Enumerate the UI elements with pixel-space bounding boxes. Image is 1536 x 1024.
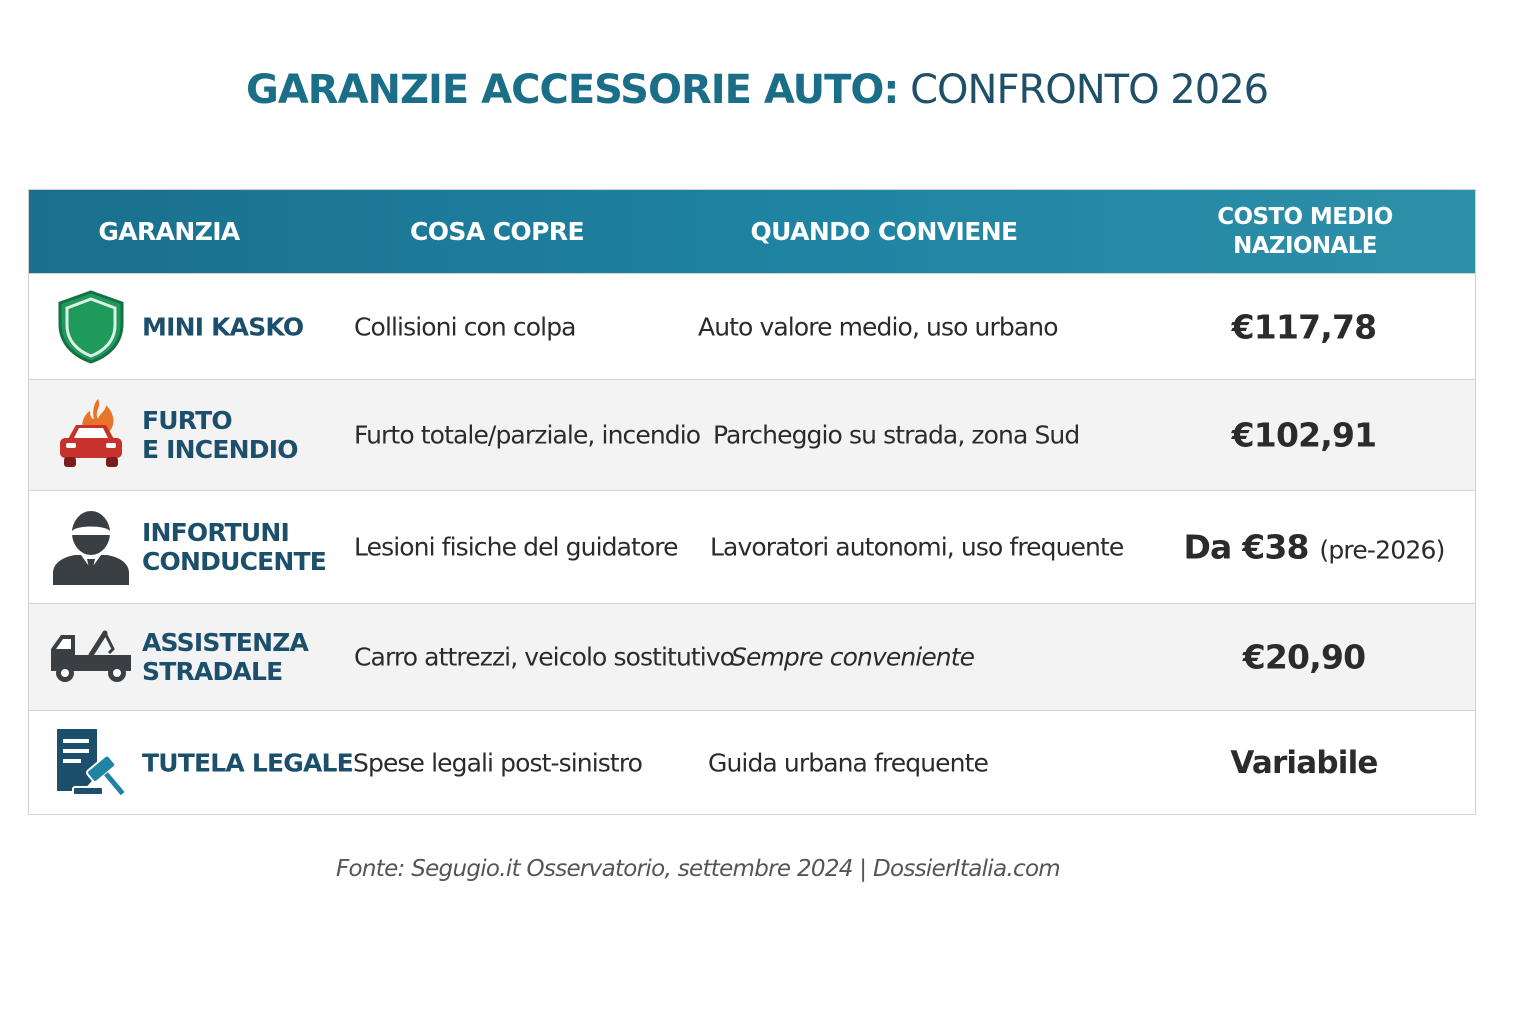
costo-cell bbox=[1149, 745, 1459, 781]
quando-conviene-cell: Parcheggio su strada, zona Sud bbox=[713, 420, 1080, 450]
costo-value: €102,91 bbox=[1231, 415, 1377, 455]
page-title-light: CONFRONTO 2026 bbox=[910, 67, 1269, 113]
costo-cell bbox=[1149, 307, 1459, 346]
header-cosa-copre: COSA COPRE bbox=[410, 216, 584, 246]
costo-value: €20,90 bbox=[1242, 637, 1366, 677]
legal-document-gavel-icon bbox=[43, 720, 139, 806]
driver-icon bbox=[43, 504, 139, 590]
tow-truck-icon bbox=[43, 614, 139, 700]
garanzia-name: MINI KASKO bbox=[142, 312, 304, 341]
car-fire-icon bbox=[43, 392, 139, 478]
cosa-copre-cell: Lesioni fisiche del guidatore bbox=[354, 532, 678, 562]
quando-conviene-cell: Guida urbana frequente bbox=[708, 748, 988, 777]
costo-value: Da €38 bbox=[1183, 527, 1309, 567]
header-garanzia: GARANZIA bbox=[98, 216, 240, 246]
table-header bbox=[29, 190, 1475, 273]
quando-conviene-cell: Lavoratori autonomi, uso frequente bbox=[710, 532, 1124, 562]
table-row bbox=[29, 710, 1475, 814]
comparison-table bbox=[28, 189, 1476, 815]
garanzia-name: INFORTUNI CONDUCENTE bbox=[142, 518, 327, 576]
table-row bbox=[29, 603, 1475, 710]
header-costo-medio: COSTO MEDIO NAZIONALE bbox=[1217, 203, 1393, 259]
table-row bbox=[29, 379, 1475, 490]
cosa-copre-cell: Spese legali post-sinistro bbox=[353, 748, 643, 777]
cosa-copre-cell: Carro attrezzi, veicolo sostitutivo bbox=[354, 642, 735, 672]
costo-cell bbox=[1149, 638, 1459, 677]
garanzia-name: ASSISTENZA STRADALE bbox=[142, 628, 309, 686]
costo-note: (pre-2026) bbox=[1319, 535, 1445, 565]
header-quando-conviene: QUANDO CONVIENE bbox=[750, 216, 1018, 246]
costo-value: €117,78 bbox=[1231, 307, 1377, 346]
table-row bbox=[29, 273, 1475, 379]
page-title bbox=[246, 64, 1268, 116]
costo-cell bbox=[1179, 528, 1449, 567]
cosa-copre-cell: Collisioni con colpa bbox=[354, 312, 576, 341]
costo-value: Variabile bbox=[1230, 744, 1378, 781]
garanzia-name: FURTO E INCENDIO bbox=[142, 406, 298, 464]
table-row bbox=[29, 490, 1475, 603]
cosa-copre-cell: Furto totale/parziale, incendio bbox=[354, 420, 701, 450]
garanzia-name: TUTELA LEGALE bbox=[142, 748, 353, 777]
quando-conviene-cell: Auto valore medio, uso urbano bbox=[698, 312, 1058, 341]
costo-cell bbox=[1149, 416, 1459, 455]
page-title-strong: GARANZIE ACCESSORIE AUTO: bbox=[246, 67, 899, 113]
shield-icon bbox=[43, 284, 139, 370]
source-note: Fonte: Segugio.it Osservatorio, settembre 2024 | DossierItalia.com bbox=[335, 856, 1061, 882]
quando-conviene-cell: Sempre conveniente bbox=[731, 642, 975, 672]
